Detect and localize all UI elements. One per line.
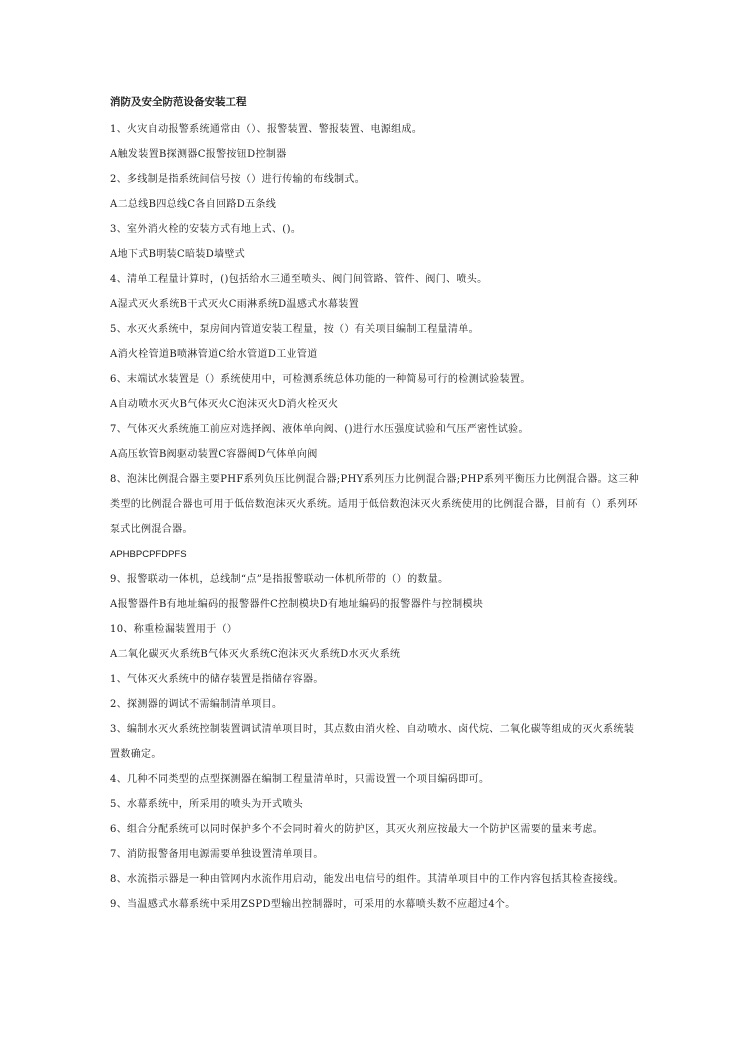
question-8: 8、泡沫比例混合器主要PHF系列负压比例混合器;PHY系列压力比例混合器;PHP系列平衡压力比例混合器。这三种类型的比例混合器也可用于低倍数泡沫灭火系统。适用于低倍数泡沫灭火系统使用的比例混合器，目前有（）系列环泵式比例混合器。 xyxy=(110,474,639,535)
question-8-options: APHBPCPFDPFS xyxy=(110,549,187,560)
question-10: 10、称重检漏装置用于（） xyxy=(110,624,238,635)
question-10-options: A二氧化碳灭火系统B气体灭火系统C泡沫灭火系统D水灭火系统 xyxy=(110,649,401,660)
statement-2: 2、探测器的调试不需编制清单项目。 xyxy=(110,699,283,710)
question-9-options: A报警器件B有地址编码的报警器件C控制模块D有地址编码的报警器件与控制模块 xyxy=(110,599,484,610)
question-5-options: A消火栓管道B喷淋管道C给水管道D工业管道 xyxy=(110,349,318,360)
statement-7: 7、消防报警备用电源需要单独设置清单项目。 xyxy=(110,849,324,860)
document-title: 消防及安全防范设备安装工程 xyxy=(110,96,247,108)
question-2-options: A二总线B四总线C各自回路D五条线 xyxy=(110,199,277,210)
document-body xyxy=(110,92,640,917)
question-7: 7、气体灭火系统施工前应对选择阀、液体单向阀、()进行水压强度试验和气压严密性试验。 xyxy=(110,424,529,435)
question-9: 9、报警联动一体机，总线制“点”是指报警联动一体机所带的（）的数量。 xyxy=(110,574,449,585)
question-4: 4、清单工程量计算时，()包括给水三通至喷头、阀门间管路、管件、阀门、喷头。 xyxy=(110,274,488,285)
question-4-options: A湿式灭火系统B干式灭火C雨淋系统D温感式水幕装置 xyxy=(110,299,359,310)
statement-1: 1、气体灭火系统中的储存装置是指储存容器。 xyxy=(110,674,324,685)
statement-9: 9、当温感式水幕系统中采用ZSPD型输出控制器时，可采用的水幕喷头数不应超过4个。 xyxy=(110,899,516,910)
question-1-options: A触发装置B探测器C报警按钮D控制器 xyxy=(110,149,287,160)
question-5: 5、水灭火系统中，泵房间内管道安装工程量，按（）有关项目编制工程量清单。 xyxy=(110,324,479,335)
question-6-options: A自动喷水灭火B气体灭火C泡沫灭火D消火栓灭火 xyxy=(110,399,339,410)
statement-6: 6、组合分配系统可以同时保护多个不会同时着火的防护区，其灭火剂应按最大一个防护区需要的量来考虑。 xyxy=(110,824,604,835)
statement-8: 8、水流指示器是一种由管网内水流作用启动，能发出电信号的组件。其清单项目中的工作内容包括其检查接线。 xyxy=(110,874,624,885)
statement-5: 5、水幕系统中，所采用的喷头为开式喷头 xyxy=(110,799,304,810)
question-1: 1、火灾自动报警系统通常由（）、报警装置、警报装置、电源组成。 xyxy=(110,124,423,135)
question-7-options: A高压软管B阀驱动装置C容器阀D气体单向阀 xyxy=(110,449,318,460)
question-2: 2、多线制是指系统间信号按（）进行传输的布线制式。 xyxy=(110,174,366,185)
statement-3: 3、编制水灭火系统控制装置调试清单项目时，其点数由消火栓、自动喷水、卤代烷、二氧化碳等组成的灭火系统装置数确定。 xyxy=(110,724,635,760)
question-3: 3、室外消火栓的安装方式有地上式、()。 xyxy=(110,224,302,235)
question-3-options: A地下式B明装C暗装D墙壁式 xyxy=(110,249,246,260)
question-6: 6、末端试水装置是（）系统使用中，可检测系统总体功能的一种简易可行的检测试验装置。 xyxy=(110,374,531,385)
statement-4: 4、几种不同类型的点型探测器在编制工程量清单时，只需设置一个项目编码即可。 xyxy=(110,774,490,785)
